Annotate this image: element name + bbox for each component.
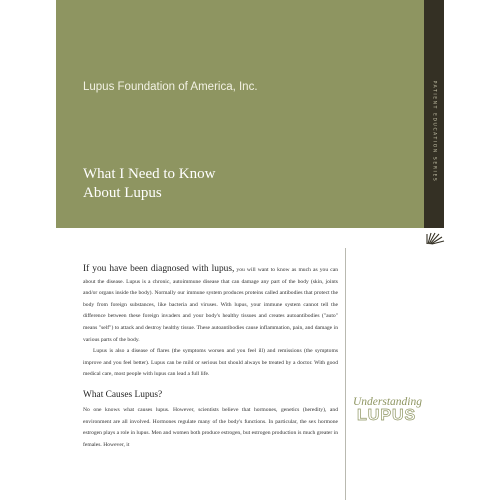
series-label bbox=[424, 0, 444, 228]
series-label-text: PATIENT EDUCATION SERIES bbox=[431, 80, 437, 182]
intro-rest: you will want to know as much as you can about the disease. Lupus is a chronic, autoimmune disease that can damage any part of the body (skin, joints and/or organs inside the body). Normally our immune system produces proteins called antibodies that protect the body from foreign substances, like bacteria and viruses. With lupus, your immune system cannot tell the difference between these foreign invaders and your body's healthy tissues and creates autoantibodies ("auto" means "self") to attack and destroy healthy tissue. These autoantibodies cause inflammation, pain, and damage in various parts of the body. bbox=[83, 267, 338, 343]
page-title bbox=[83, 165, 383, 203]
title-line-1: What I Need to Know bbox=[83, 166, 216, 182]
logo-lupus: LUPUS bbox=[357, 407, 417, 424]
logo-understanding: Understanding bbox=[353, 396, 422, 408]
fan-ornament-icon bbox=[425, 231, 445, 245]
paragraph-flares: Lupus is also a disease of flares (the symptoms worsen and you feel ill) and remissions (the symptoms improve and you feel better). Lupus can be mild or serious but should always be treated by a doctor. With good medical care, most people with lupus can lead a full life. bbox=[83, 348, 338, 378]
vertical-rule bbox=[345, 248, 346, 500]
section-heading: What Causes Lupus? bbox=[83, 389, 163, 400]
body-text bbox=[83, 264, 338, 451]
intro-paragraph bbox=[83, 264, 338, 346]
intro-lead: If you have been diagnosed with lupus, bbox=[83, 264, 235, 274]
title-line-2: About Lupus bbox=[83, 185, 162, 201]
paragraph-causes: No one knows what causes lupus. However, scientists believe that hormones, genetics (heredity), and environment are all involved. Hormones regulate many of the body's functions. In particular, the sex hormone estrogen plays a role in lupus. Men and women both produce estrogen, but estrogen production is much greater in females. However, it bbox=[83, 406, 338, 448]
organization-name: Lupus Foundation of America, Inc. bbox=[83, 81, 258, 93]
